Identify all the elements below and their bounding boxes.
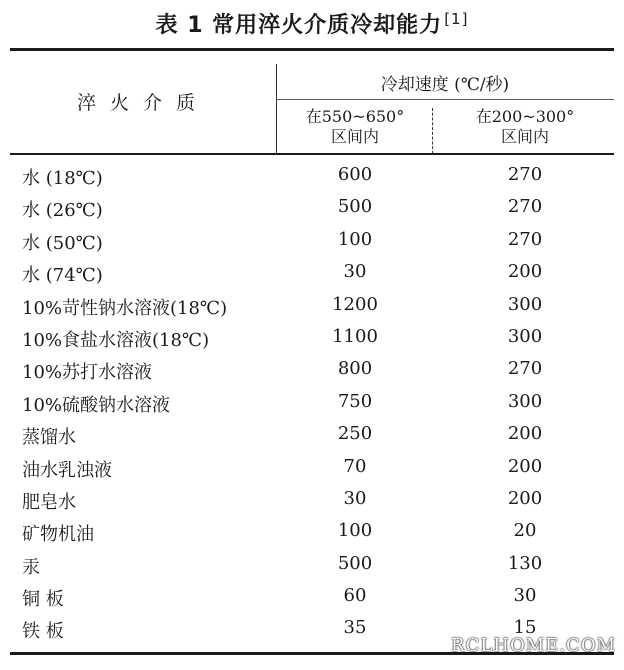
- header-range-550-650: [280, 107, 430, 147]
- header-medium: 淬火介质: [76, 92, 209, 114]
- rate-550-650-cell: 30: [343, 487, 367, 509]
- rate-200-300-cell: 15: [513, 617, 537, 639]
- medium-cell: 蒸馏水: [22, 427, 76, 449]
- header-range-1-line-1: 在550~650°: [305, 107, 405, 126]
- header-range-2-line-1: 在200~300°: [475, 107, 575, 126]
- rate-200-300-cell: 200: [507, 455, 543, 477]
- rate-200-300-cell: 300: [507, 293, 543, 315]
- rate-550-650-cell: 250: [337, 423, 373, 445]
- header-range-2-line-2: 区间内: [500, 127, 549, 146]
- medium-cell: 肥皂水: [22, 491, 76, 513]
- rate-550-650-cell: 600: [337, 164, 373, 185]
- medium-cell: 10%苏打水溶液: [22, 362, 153, 384]
- table-row: [10, 257, 614, 289]
- rate-550-650-cell: 100: [337, 228, 373, 250]
- medium-cell: 油水乳浊液: [22, 459, 112, 481]
- rate-200-300-cell: 270: [507, 196, 543, 218]
- table-row: [10, 581, 614, 613]
- rate-550-650-cell: 1200: [332, 293, 378, 315]
- header-cooling-rate: 冷却速度 (℃/秒): [380, 75, 510, 95]
- table-row: [10, 290, 614, 322]
- table-row: [10, 322, 614, 354]
- watermark: RCLHOME.COM: [451, 635, 616, 656]
- medium-cell: 水 (50℃): [22, 232, 103, 254]
- table-row: [10, 516, 614, 548]
- rate-200-300-cell: 270: [507, 358, 543, 380]
- rate-550-650-cell: 1100: [332, 325, 378, 347]
- medium-cell: 10%苛性钠水溶液(18℃): [22, 297, 228, 319]
- rate-200-300-cell: 300: [507, 390, 543, 412]
- medium-cell: 铜 板: [22, 589, 64, 611]
- rate-550-650-cell: 70: [343, 455, 367, 477]
- table-row: [10, 192, 614, 224]
- rate-200-300-cell: 30: [513, 585, 537, 607]
- medium-cell: 10%硫酸钠水溶液: [22, 394, 171, 416]
- rate-200-300-cell: 200: [507, 423, 543, 445]
- medium-cell: 铁 板: [22, 621, 64, 643]
- rate-550-650-cell: 500: [337, 196, 373, 218]
- medium-cell: 10%食盐水溶液(18℃): [22, 329, 210, 351]
- medium-cell: 水 (26℃): [22, 200, 103, 222]
- table-title: [0, 8, 624, 39]
- header-divider-dashed: [432, 108, 434, 154]
- table-row: [10, 354, 614, 386]
- rate-550-650-cell: 750: [337, 390, 373, 412]
- medium-cell: 水 (74℃): [22, 265, 103, 287]
- header-range-200-300: [436, 107, 614, 147]
- table-row: [10, 225, 614, 257]
- rate-200-300-cell: 200: [507, 487, 543, 509]
- table-row: [10, 484, 614, 516]
- rate-550-650-cell: 800: [337, 358, 373, 380]
- rate-550-650-cell: 30: [343, 261, 367, 283]
- rate-200-300-cell: 20: [513, 520, 537, 542]
- rate-550-650-cell: 60: [343, 585, 367, 607]
- rate-550-650-cell: 35: [343, 617, 367, 639]
- rate-200-300-cell: 270: [507, 164, 543, 185]
- table-row: [10, 387, 614, 419]
- table-row: [10, 549, 614, 581]
- table-title-reference: [1]: [444, 9, 469, 28]
- header-range-1-line-2: 区间内: [330, 127, 379, 146]
- table-title-text: 表 1 常用淬火介质冷却能力: [155, 13, 443, 38]
- rate-200-300-cell: 270: [507, 228, 543, 250]
- header-bottom-rule: [10, 153, 614, 155]
- header-subrule: [276, 99, 614, 100]
- table-body: [10, 160, 614, 646]
- rate-550-650-cell: 500: [337, 552, 373, 574]
- rate-550-650-cell: 100: [337, 520, 373, 542]
- top-rule: [10, 48, 614, 51]
- medium-cell: 汞: [22, 556, 40, 578]
- medium-cell: 水 (18℃): [22, 168, 103, 189]
- rate-200-300-cell: 300: [507, 325, 543, 347]
- rate-200-300-cell: 200: [507, 261, 543, 283]
- medium-cell: 矿物机油: [22, 524, 94, 546]
- table-row: [10, 452, 614, 484]
- table-row: [10, 419, 614, 451]
- table-row: [10, 160, 614, 192]
- rate-200-300-cell: 130: [507, 552, 543, 574]
